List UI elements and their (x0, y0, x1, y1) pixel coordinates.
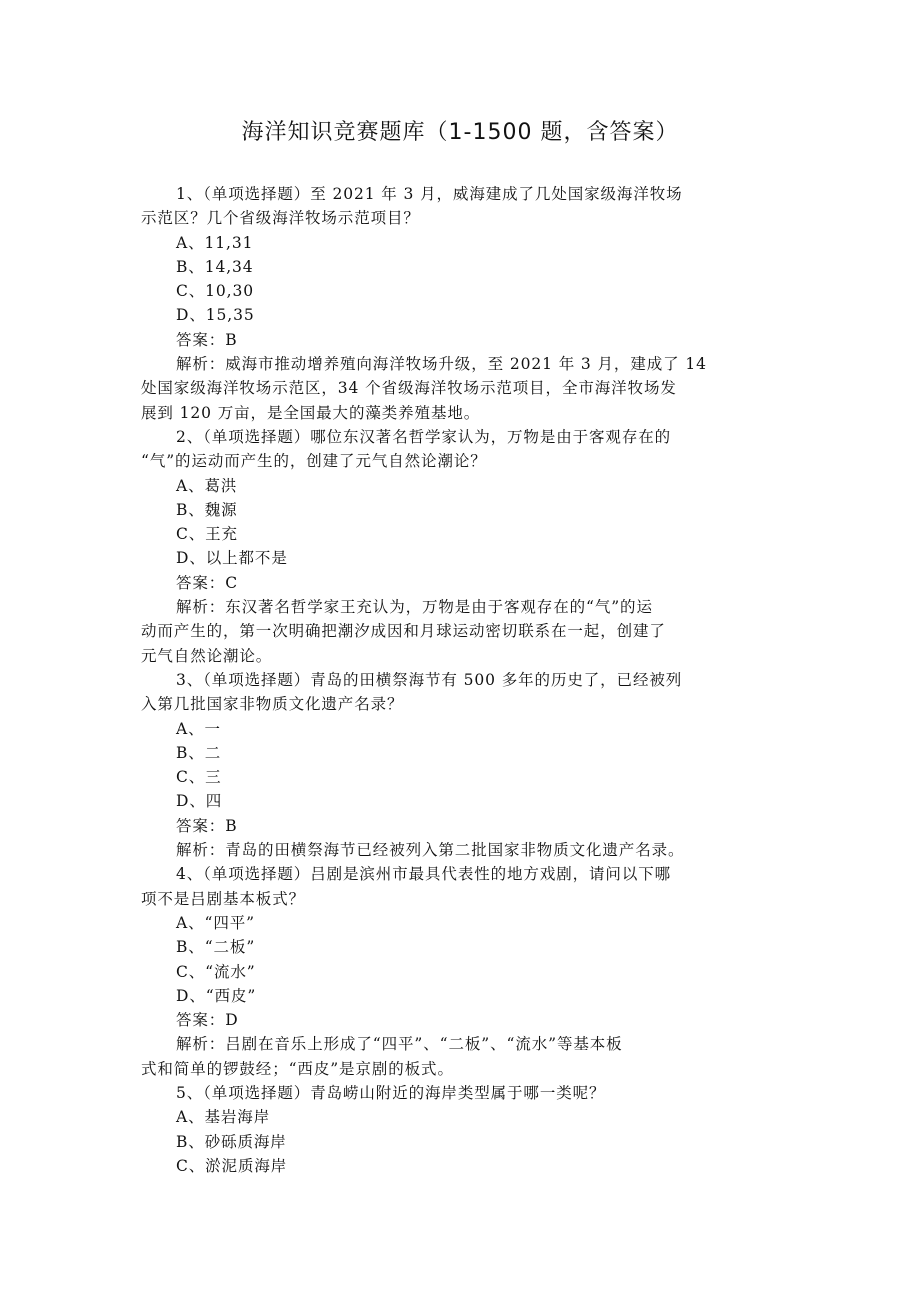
option-list (141, 911, 781, 1008)
option-a: A、11,31 (176, 233, 254, 252)
option-c: C、三 (176, 768, 222, 787)
option-list (141, 231, 781, 328)
question-stem: 2、（单项选择题）哪位东汉著名哲学家认为，万物是由于客观存在的 (176, 427, 672, 446)
question-item (141, 182, 781, 425)
question-stem: 1、（单项选择题）至 2021 年 3 月，威海建成了几处国家级海洋牧场 (176, 185, 683, 203)
option-b: B、魏源 (176, 500, 238, 519)
option-d: D、以上都不是 (176, 549, 288, 568)
option-a: A、一 (176, 719, 221, 738)
option-a: A、“四平” (176, 913, 255, 932)
question-item (141, 862, 781, 1081)
option-d: D、15,35 (176, 306, 255, 325)
analysis-line: 解析：吕剧在音乐上形成了“四平”、“二板”、“流水”等基本板 (176, 1035, 623, 1054)
question-list (141, 182, 781, 1178)
option-c: C、淤泥质海岸 (176, 1156, 288, 1175)
option-b: B、砂砾质海岸 (176, 1132, 287, 1151)
option-c: C、王充 (176, 525, 238, 544)
analysis-line: 处国家级海洋牧场示范区，34 个省级海洋牧场示范项目，全市海洋牧场发 (141, 379, 677, 398)
answer-line: 答案：B (176, 330, 238, 349)
analysis-line: 式和简单的锣鼓经；“西皮”是京剧的板式。 (141, 1059, 454, 1078)
analysis-line: 动而产生的，第一次明确把潮汐成因和月球运动密切联系在一起，创建了 (141, 622, 666, 641)
analysis-line: 解析：威海市推动增养殖向海洋牧场升级，至 2021 年 3 月，建成了 14 (176, 355, 707, 374)
option-list (141, 717, 781, 814)
analysis-line: 解析：东汉著名哲学家王充认为，万物是由于客观存在的“气”的运 (176, 598, 653, 617)
analysis-line: 展到 120 万亩，是全国最大的藻类养殖基地。 (141, 403, 481, 422)
option-a: A、葛洪 (176, 476, 238, 495)
option-list (141, 474, 781, 571)
analysis-line: 元气自然论潮论。 (141, 646, 273, 665)
question-stem: “气”的运动而产生的，创建了元气自然论潮论？ (141, 452, 487, 471)
document-title: 海洋知识竞赛题库（1-1500 题，含答案） (241, 120, 679, 145)
answer-line: 答案：D (176, 1011, 239, 1030)
question-stem: 入第几批国家非物质文化遗产名录？ (141, 695, 404, 714)
option-b: B、二 (176, 743, 222, 762)
option-b: B、“二板” (176, 938, 256, 957)
question-stem: 3、（单项选择题）青岛的田横祭海节有 500 多年的历史了，已经被列 (176, 670, 683, 689)
option-b: B、14,34 (176, 257, 254, 276)
question-item (141, 668, 781, 862)
option-d: D、四 (176, 792, 223, 811)
question-stem: 5、（单项选择题）青岛崂山附近的海岸类型属于哪一类呢？ (176, 1083, 606, 1102)
option-a: A、基岩海岸 (176, 1108, 271, 1127)
answer-line: 答案：B (176, 816, 238, 835)
option-list (141, 1105, 781, 1178)
option-c: C、“流水” (176, 962, 256, 981)
question-item (141, 1081, 781, 1178)
option-c: C、10,30 (176, 282, 255, 301)
question-stem: 项不是吕剧基本板式？ (141, 889, 306, 908)
question-stem: 4、（单项选择题）吕剧是滨州市最具代表性的地方戏剧，请问以下哪 (176, 865, 672, 884)
question-item (141, 425, 781, 668)
answer-line: 答案：C (176, 573, 238, 592)
option-d: D、“西皮” (176, 986, 257, 1005)
analysis-line: 解析：青岛的田横祭海节已经被列入第二批国家非物质文化遗产名录。 (176, 841, 685, 860)
question-stem: 示范区？几个省级海洋牧场示范项目？ (141, 209, 420, 228)
